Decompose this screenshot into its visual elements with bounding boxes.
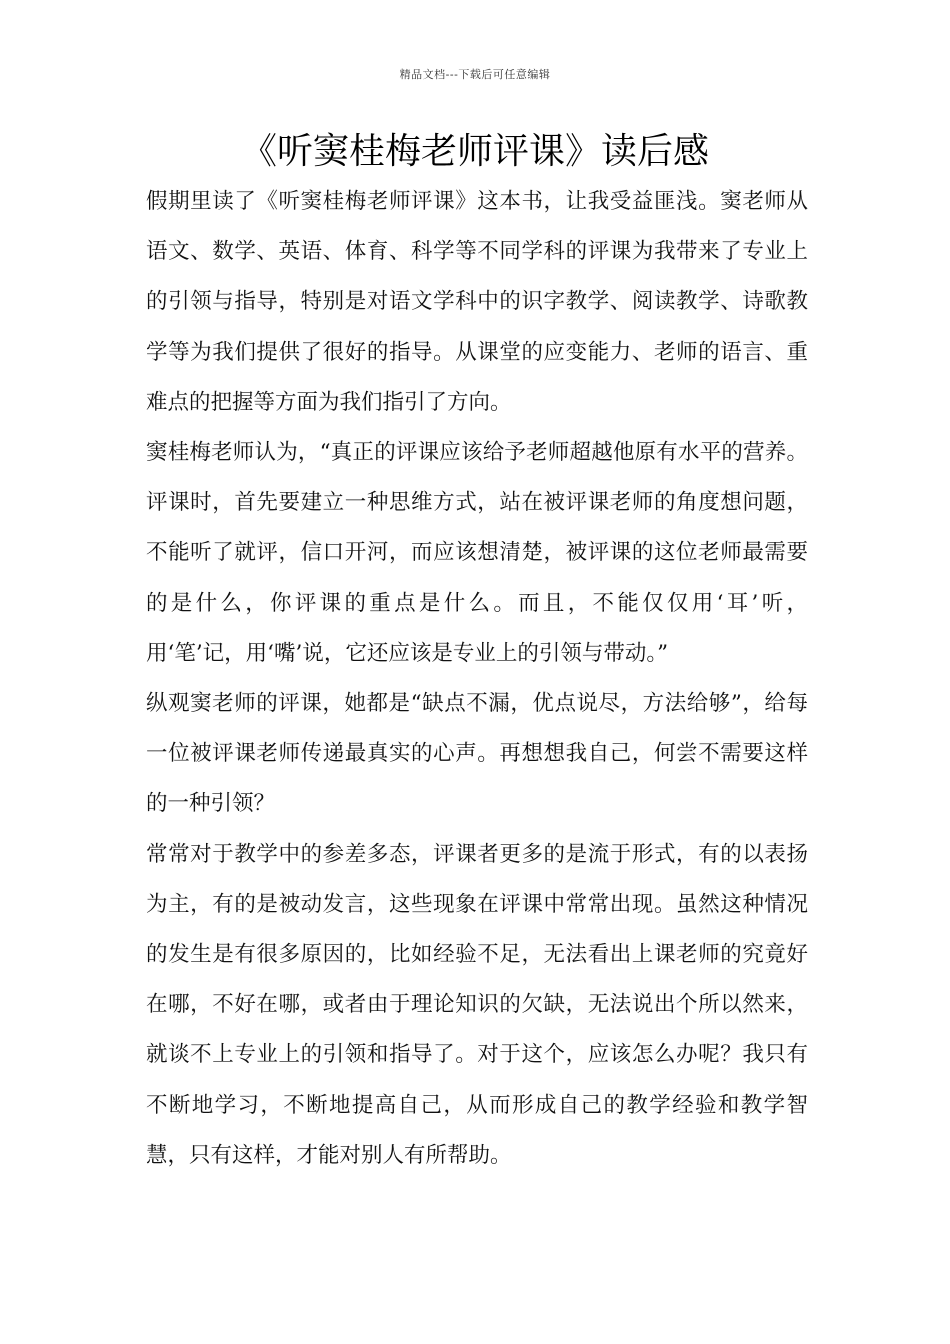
- document-title: 《听窦桂梅老师评课》读后感: [240, 131, 709, 172]
- paragraph: 窦桂梅老师认为，“真正的评课应该给予老师超越他原有水平的营养。评课时，首先要建立一种思维方式，站在被评课老师的角度想问题，不能听了就评，信口开河，而应该想清楚，被评课的这位老师最需要的是什么，你评课的重点是什么。而且，不能仅仅用‘耳’听，用‘笔’记，用‘嘴’说，它还应该是专业上的引领与带动。”: [146, 440, 808, 666]
- paragraph: 纵观窦老师的评课，她都是“缺点不漏，优点说尽，方法给够”，给每一位被评课老师传递最真实的心声。再想想我自己，何尝不需要这样的一种引领？: [146, 691, 808, 817]
- paragraph: 假期里读了《听窦桂梅老师评课》这本书，让我受益匪浅。窦老师从语文、数学、英语、体育、科学等不同学科的评课为我带来了专业上的引领与指导，特别是对语文学科中的识字教学、阅读教学、诗歌教学等为我们提供了很好的指导。从课堂的应变能力、老师的语言、重难点的把握等方面为我们指引了方向。: [146, 189, 808, 415]
- header-note: 精品文档---下载后可任意编辑: [399, 68, 551, 81]
- paragraph: 常常对于教学中的参差多态，评课者更多的是流于形式，有的以表扬为主，有的是被动发言，这些现象在评课中常常出现。虽然这种情况的发生是有很多原因的，比如经验不足，无法看出上课老师的究竟好在哪，不好在哪，或者由于理论知识的欠缺，无法说出个所以然来，就谈不上专业上的引领和指导了。对于这个，应该怎么办呢？我只有不断地学习，不断地提高自己，从而形成自己的教学经验和教学智慧，只有这样，才能对别人有所帮助。: [146, 841, 808, 1168]
- document-body: [146, 177, 808, 1181]
